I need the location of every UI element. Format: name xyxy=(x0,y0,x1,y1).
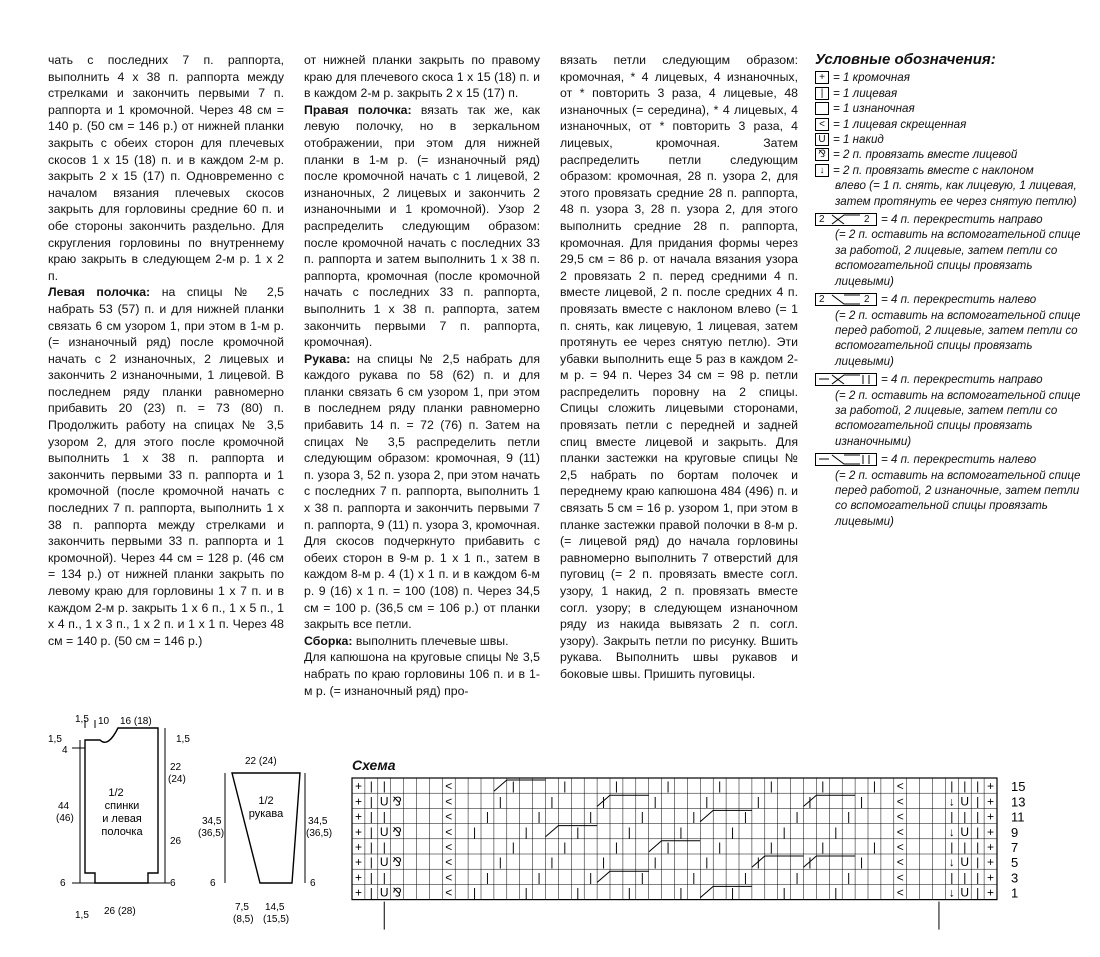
chart-stitch: ↓ xyxy=(948,855,955,870)
chart-stitch: | xyxy=(485,809,490,824)
cable-symbol-icon xyxy=(815,213,877,226)
chart-stitch: < xyxy=(445,794,453,809)
row-number: 9 xyxy=(1011,824,1019,840)
chart-stitch: < xyxy=(896,794,904,809)
chart-stitch: < xyxy=(445,824,453,839)
chart-stitch: | xyxy=(795,870,799,885)
chart-stitch: + xyxy=(354,794,362,809)
stitch-symbol-icon: + xyxy=(815,71,829,84)
chart-stitch: | xyxy=(485,870,490,885)
chart-stitch: | xyxy=(976,779,980,794)
dim-label: 14,5 xyxy=(265,902,285,913)
chart-stitch: | xyxy=(950,809,954,824)
chart-stitch: | xyxy=(382,779,386,794)
chart-stitch: | xyxy=(601,794,606,809)
chart-stitch: | xyxy=(859,855,864,870)
dim-label: 6 xyxy=(310,878,316,889)
stitch-symbol-icon: | xyxy=(815,87,829,100)
chart-stitch: | xyxy=(524,885,528,900)
dim-label: (46) xyxy=(56,813,74,824)
chart-stitch: | xyxy=(976,824,980,839)
chart-stitch: < xyxy=(445,855,453,870)
chart-stitch: < xyxy=(445,809,453,824)
chart-stitch: | xyxy=(769,779,773,794)
chart-stitch: | xyxy=(627,824,631,839)
row-number: 1 xyxy=(1011,885,1019,901)
dim-label: 44 xyxy=(58,801,70,812)
chart-stitch: ⅋ xyxy=(392,855,402,870)
cable-count: 2 xyxy=(864,294,870,306)
chart-stitch: | xyxy=(743,809,748,824)
section-heading: Рукава: xyxy=(304,351,351,366)
chart-stitch: < xyxy=(896,779,904,794)
legend-item xyxy=(815,86,1085,101)
stitch-symbol-icon: U xyxy=(815,133,829,146)
chart-stitch: ⅋ xyxy=(392,885,402,900)
dim-label: (24) xyxy=(168,774,186,785)
chart-stitch: + xyxy=(987,870,995,885)
chart-stitch: | xyxy=(821,779,825,794)
piece-label: 1/2 xyxy=(258,795,274,807)
chart-stitch: | xyxy=(627,885,631,900)
dim-label: 7,5 xyxy=(235,902,249,913)
chart-stitch: | xyxy=(537,870,541,885)
chart-stitch: | xyxy=(976,885,980,900)
dim-label: 34,5 xyxy=(308,816,328,827)
row-number: 15 xyxy=(1011,779,1026,795)
chart-stitch: | xyxy=(369,885,373,900)
legend-text: = 1 накид xyxy=(833,133,884,147)
legend-item xyxy=(815,101,1085,116)
chart-stitch: | xyxy=(976,840,980,854)
legend-item xyxy=(815,70,1085,85)
chart-stitch: | xyxy=(847,809,851,824)
pattern-diagrams xyxy=(40,708,340,933)
chart-stitch: + xyxy=(987,855,995,870)
piece-label: рукава xyxy=(248,808,284,820)
chart-stitch: U xyxy=(960,794,970,809)
chart-stitch: | xyxy=(601,855,606,870)
legend-cross-item xyxy=(815,452,1085,467)
legend-item xyxy=(815,147,1085,162)
chart-stitch: | xyxy=(382,840,386,854)
chart-stitch: < xyxy=(896,870,904,885)
chart-stitch: | xyxy=(718,840,722,854)
chart-stitch: | xyxy=(795,809,799,824)
chart-stitch: | xyxy=(382,870,386,885)
chart-stitch: < xyxy=(445,840,453,854)
chart-stitch: | xyxy=(963,870,967,885)
chart-stitch: | xyxy=(692,870,696,885)
chart-stitch: | xyxy=(563,779,567,794)
legend-text-cont: (= 2 п. оставить на вспомогательной спице за работой, 2 лицевые, затем петли со вспомогательной спицы провязать изнаночными) xyxy=(835,388,1081,448)
stitch-symbol-icon: < xyxy=(815,118,829,131)
dim-label: 10 xyxy=(98,716,110,727)
chart-stitch: U xyxy=(379,794,389,809)
legend-text: = 4 п. перекрестить налево xyxy=(881,293,1037,307)
section-heading: Левая полочка: xyxy=(48,285,151,300)
scheme-title: Схема xyxy=(352,757,396,773)
dim-label: 26 xyxy=(170,836,182,847)
chart-stitch: | xyxy=(550,794,554,809)
dim-label: 1,5 xyxy=(75,910,89,921)
chart-stitch: | xyxy=(718,779,722,794)
chart-stitch: + xyxy=(354,870,362,885)
dim-label: 34,5 xyxy=(202,816,222,827)
chart-stitch: | xyxy=(369,794,373,809)
chart-stitch: | xyxy=(705,794,709,809)
knitting-chart xyxy=(350,776,1050,936)
legend-cross-item xyxy=(815,292,1085,307)
chart-stitch: | xyxy=(498,855,502,870)
chart-stitch: | xyxy=(872,840,877,854)
dim-label: 1,5 xyxy=(75,714,89,725)
legend-item xyxy=(815,163,1085,178)
chart-stitch: | xyxy=(782,824,786,839)
chart-stitch: < xyxy=(896,855,904,870)
chart-stitch: ↓ xyxy=(948,824,955,839)
chart-stitch: | xyxy=(950,840,954,854)
row-number: 5 xyxy=(1011,855,1019,871)
chart-stitch: + xyxy=(987,809,995,824)
chart-stitch: | xyxy=(511,779,515,794)
legend-text: = 4 п. перекрестить направо xyxy=(881,213,1043,227)
chart-stitch: < xyxy=(896,824,904,839)
piece-label: 1/2 xyxy=(108,787,124,799)
chart-stitch: | xyxy=(640,809,644,824)
chart-stitch: | xyxy=(563,840,567,854)
chart-stitch: | xyxy=(369,809,373,824)
chart-stitch: | xyxy=(730,824,735,839)
legend xyxy=(815,52,1085,529)
legend-text-cont: влево (= 1 п. снять, как лицевую, 1 лицевая, затем протянуть ее через снятую петлю) xyxy=(835,179,1077,208)
chart-stitch: + xyxy=(987,779,995,794)
chart-stitch: < xyxy=(445,870,453,885)
dim-label: 6 xyxy=(170,878,176,889)
cable-symbol-icon xyxy=(815,453,877,466)
chart-stitch: | xyxy=(743,870,748,885)
legend-item xyxy=(815,132,1085,147)
legend-text: = 4 п. перекрестить направо xyxy=(881,373,1043,387)
paragraph: чать с последних 7 п. раппорта, выполнить 4 х 38 п. раппорта между стрелками и закончить первыми 7 п. раппорта и 1 кромочной. Через 48 см = 140 р. (50 см = 146 р.) от нижней планки закрыть с обеих сторон для плечевых скосов 1 х 15 (18) п. и в каждом 2-м р. закрыть 2 х 15 (17) п. Одновременно с началом вязания плечевых скосов закрыть для горловины средние 60 п. и обе стороны закончить раздельно. Для скругления горловины по внутреннему краю закрыть в следующем 2-м р. 1 х 2 п. Левая полочка: на спицы № 2,5 набрать 53 (57) п. и для нижней планки связать 6 см узором 1, при этом в 1-м р. (= изнаночный ряд) после кромочной начать с 2 изнаночных, 2 лицевых и закончить 2 изнаночными, 1 лицевой. В последнем ряду планки равномерно прибавить 20 (23) п. = 73 (80) п. Продолжить работу на спицах № 3,5 узором 2, для этого после кромочной выполнить 1 х 38 п. раппорта и закончить первыми 33 п. раппорта и 1 кромочной (после кромочной начать с последних 7 п. раппорта, выполнить 1 х 38 п. раппорта между стрелками и закончить первыми 33 п. раппорта и 1 кромочной). Через 44 см = 128 р. (46 см = 134 р.) от нижней планки закрыть по левому краю для горловины 1 х 7 п. и в каждом 2-м р. закрыть 1 х 6 п., 1 х 5 п., 1 х 4 п., 1 х 3 п., 1 х 2 п. и 1 х 1 п. Через 48 см = 140 р. (50 см = 146 р.) xyxy=(48,53,284,648)
text-column-1 xyxy=(48,52,284,649)
chart-stitch: | xyxy=(369,779,373,794)
piece-label: полочка xyxy=(101,826,143,838)
chart-stitch: | xyxy=(834,885,838,900)
chart-stitch: | xyxy=(679,824,683,839)
chart-stitch: | xyxy=(705,855,709,870)
chart-stitch: | xyxy=(782,885,786,900)
chart-stitch: | xyxy=(756,855,760,870)
chart-stitch: | xyxy=(963,809,967,824)
dim-label: 6 xyxy=(210,878,216,889)
chart-stitch: | xyxy=(498,794,502,809)
section-heading: Правая полочка: xyxy=(304,102,412,117)
chart-stitch: + xyxy=(354,855,362,870)
chart-stitch: U xyxy=(960,885,970,900)
dim-label: (15,5) xyxy=(263,914,290,925)
chart-stitch: | xyxy=(550,855,554,870)
chart-stitch: | xyxy=(808,855,812,870)
chart-stitch: | xyxy=(640,870,644,885)
chart-stitch: U xyxy=(379,855,389,870)
chart-stitch: | xyxy=(730,885,735,900)
text-column-2 xyxy=(304,52,540,699)
cable-count: 2 xyxy=(819,294,825,306)
chart-stitch: | xyxy=(382,809,386,824)
stitch-symbol-icon xyxy=(815,102,829,115)
chart-stitch: | xyxy=(524,824,528,839)
chart-stitch: + xyxy=(354,809,362,824)
section-heading: Сборка: xyxy=(304,633,353,648)
chart-stitch: | xyxy=(666,840,670,854)
legend-title: Условные обозначения: xyxy=(815,51,996,68)
chart-stitch: | xyxy=(963,840,967,854)
row-number: 13 xyxy=(1011,794,1026,810)
chart-stitch: | xyxy=(653,855,657,870)
dim-label: (8,5) xyxy=(233,914,254,925)
chart-stitch: U xyxy=(960,855,970,870)
chart-stitch: | xyxy=(976,809,980,824)
dim-label: 22 (24) xyxy=(245,756,277,767)
chart-stitch: | xyxy=(808,794,812,809)
dim-label: 16 (18) xyxy=(120,716,152,727)
paragraph: вязать петли следующим образом: кромочная, * 4 лицевых, 4 изнаночных, от * повторить 3 раза, 4 лицевые, 48 изнаночных (= середина), * 4 лицевых, 4 изнаночных, от * повторить 3 раза, 4 лицевых, кромочная. Затем распределить петли следующим образом: кромочная, 28 п. узора 2, для этого провязать средние 28 п. раппорта, 48 п. узора 3, 28 п. узора 2, для этого выполнить средние 28 п. раппорта, кромочная. Для придания формы через 29,5 см = 86 р. от начала вязания узора 2 провязать 2 п. перед средними 4 п. вместе лицевой, 2 п. после средних 4 п. провязать вместе с наклоном влево (= 1 п. снять, как лицевую, 1 лицевая, затем протянуть ее через снятую петлю). Эти убавки выполнить еще 5 раз в каждом 2-м р. = 94 п. Через 34 см = 98 р. петли распределить поровну на 2 спицы. Спицы сложить лицевыми сторонами, провязать петли с передней и задней спиц вместе лицевой и закрыть. Для планки застежки на круговые спицы № 2,5 набрать по бортам полочек и переднему краю капюшона 484 (496) п. и связать 5 см = 16 р. узором 1, при этом в планке застежки правой полочки в 8-м р. (= лицевой ряд) до начала горловины равномерно выполнить 7 отверстий для пуговиц (= 2 п. провязать вместе согл. узору, 1 накид, 2 п. провязать вместе согл. узору; в следующем изнаночном ряду из накида вывязать 2 п. согл. узору). Закрыть петли по рисунку. Вшить рукава. Выполнить швы рукавов и боковые швы. Пришить пуговицы. xyxy=(560,53,798,681)
chart-stitch: + xyxy=(987,840,995,854)
cable-symbol-icon xyxy=(815,373,877,386)
piece-label: спинки xyxy=(104,800,140,812)
dim-label: 1,5 xyxy=(48,734,62,745)
row-number: 3 xyxy=(1011,870,1019,886)
chart-stitch: | xyxy=(369,870,373,885)
chart-stitch: | xyxy=(679,885,683,900)
piece-label: и левая xyxy=(102,813,142,825)
dim-label: 1,5 xyxy=(176,734,190,745)
chart-stitch: ⅋ xyxy=(392,824,402,839)
chart-stitch: + xyxy=(354,779,362,794)
paragraph: от нижней планки закрыть по правому краю для плечевого скоса 1 х 15 (18) п. и в каждом 2-м р. закрыть 2 х 15 (17) п. Правая полочка: вязать так же, как левую полочку, но в зеркальном отображении, при этом для нижней планки в 1-м р. (= изнаночный ряд) после кромочной начать с 1 лицевой, 2 изнаночных, 2 лицевых и закончить 2 изнаночными и 1 кромочной). Узор 2 распределить следующим образом: после кромочной начать с последних 33 п. раппорта и затем выполнить 1 х 38 п. раппорта, кромочная (после кромочной начать с последних 33 п. раппорта, выполнить 1 х 38 п. раппорта, затем закончить первыми 7 п. раппорта, кромочная). Рукава: на спицы № 2,5 набрать для каждого рукава по 58 (62) п. и для планки связать 6 см узором 1, при этом в последнем ряду планки равномерно прибавить 14 п. = 72 (76) п. Затем на спицах № 3,5 распределить петли следующим образом: кромочная, 9 (11) п. узора 3, 52 п. узора 2, при этом начать с последних 7 п. раппорта, выполнить 1 х 38 п. раппорта и закончить первыми 7 п. раппорта, 9 (11) п. узора 3, кромочная. Для скосов подчеркнуто прибавить с обеих сторон в 9-м р. 1 х 1 п., затем в каждом 8-м р. 4 (1) х 1 п. и в каждом 6-м р. 9 (16) х 1 п. = 100 (108) п. Через 34,5 см = 100 р. (36,5 см = 106 р.) от планки закрыть все петли. Сборка: выполнить плечевые швы. Для капюшона на круговые спицы № 3,5 набрать по краю горловины 106 п. и в 1-м р. (= изнаночный ряд) про- xyxy=(304,53,541,698)
chart-stitch: | xyxy=(576,824,580,839)
cable-count: 2 xyxy=(819,214,825,226)
legend-text: = 1 лицевая скрещенная xyxy=(833,117,967,131)
legend-item xyxy=(815,117,1085,132)
dim-label: 26 (28) xyxy=(104,906,136,917)
chart-stitch: | xyxy=(692,809,696,824)
chart-stitch: < xyxy=(445,779,453,794)
legend-text: = 1 лицевая xyxy=(833,86,898,100)
chart-stitch: | xyxy=(537,809,541,824)
legend-text-cont: (= 2 п. оставить на вспомогательной спице перед работой, 2 изнаночные, затем петли со вспомогательной спицы провязать лицевыми) xyxy=(835,468,1081,528)
chart-stitch: ↓ xyxy=(948,885,955,900)
chart-stitch: | xyxy=(834,824,838,839)
chart-stitch: | xyxy=(821,840,825,854)
chart-stitch: + xyxy=(987,885,995,900)
chart-stitch: | xyxy=(769,840,773,854)
chart-stitch: | xyxy=(614,779,619,794)
chart-stitch: | xyxy=(976,794,980,809)
legend-cross-item xyxy=(815,212,1085,227)
legend-text: = 2 п. провязать вместе с наклоном xyxy=(833,163,1034,177)
chart-stitch: ↓ xyxy=(948,794,955,809)
stitch-symbol-icon: ⅋ xyxy=(815,148,829,161)
row-number: 7 xyxy=(1011,840,1019,855)
legend-text: = 2 п. провязать вместе лицевой xyxy=(833,148,1018,162)
stitch-symbol-icon: ↓ xyxy=(815,164,829,177)
chart-stitch: U xyxy=(960,824,970,839)
cable-count: 2 xyxy=(864,214,870,226)
chart-stitch: | xyxy=(653,794,657,809)
dim-label: 22 xyxy=(170,762,182,773)
chart-stitch: | xyxy=(576,885,580,900)
chart-stitch: | xyxy=(472,885,477,900)
chart-stitch: U xyxy=(379,885,389,900)
legend-cross-item xyxy=(815,372,1085,387)
chart-stitch: | xyxy=(614,840,619,854)
chart-stitch: | xyxy=(950,779,954,794)
cable-symbol-icon xyxy=(815,293,877,306)
chart-stitch: + xyxy=(354,840,362,854)
text-column-3 xyxy=(560,52,798,683)
row-number: 11 xyxy=(1011,809,1025,825)
chart-stitch: | xyxy=(976,870,980,885)
legend-text-cont: (= 2 п. оставить на вспомогательной спице перед работой, 2 лицевые, затем петли со вспомогательной спицы провязать лицевыми) xyxy=(835,308,1081,368)
chart-stitch: + xyxy=(987,824,995,839)
dim-label: 4 xyxy=(62,745,68,756)
chart-stitch: | xyxy=(511,840,515,854)
chart-stitch: + xyxy=(354,885,362,900)
chart-stitch: | xyxy=(589,809,593,824)
chart-stitch: | xyxy=(369,840,373,854)
chart-stitch: < xyxy=(896,809,904,824)
legend-text: = 1 изнаночная xyxy=(833,102,915,116)
chart-stitch: | xyxy=(976,855,980,870)
chart-stitch: | xyxy=(847,870,851,885)
chart-stitch: | xyxy=(963,779,967,794)
chart-stitch: | xyxy=(369,824,373,839)
chart-stitch: | xyxy=(872,779,877,794)
chart-stitch: + xyxy=(354,824,362,839)
chart-stitch: | xyxy=(859,794,864,809)
chart-stitch: | xyxy=(369,855,373,870)
chart-stitch: + xyxy=(987,794,995,809)
chart-stitch: < xyxy=(896,885,904,900)
chart-stitch: | xyxy=(666,779,670,794)
dim-label: (36,5) xyxy=(198,828,225,839)
chart-stitch: | xyxy=(472,824,477,839)
legend-text-cont: (= 2 п. оставить на вспомогательной спице за работой, 2 лицевые, затем петли со вспомогательной спицы провязать лицевыми) xyxy=(835,228,1081,288)
dim-label: (36,5) xyxy=(306,828,333,839)
legend-text: = 1 кромочная xyxy=(833,71,910,85)
chart-stitch: < xyxy=(896,840,904,854)
legend-text: = 4 п. перекрестить налево xyxy=(881,453,1037,467)
chart-stitch: | xyxy=(589,870,593,885)
chart-stitch: U xyxy=(379,824,389,839)
dim-label: 6 xyxy=(60,878,66,889)
chart-stitch: | xyxy=(756,794,760,809)
chart-stitch: ⅋ xyxy=(392,794,402,809)
chart-stitch: < xyxy=(445,885,453,900)
chart-stitch: | xyxy=(950,870,954,885)
